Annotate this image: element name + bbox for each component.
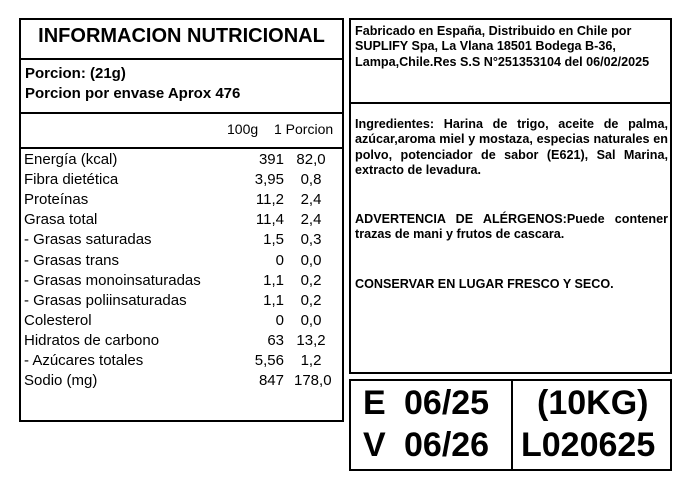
nutrient-label: Colesterol	[24, 311, 92, 329]
value-per-portion: 0,0	[300, 311, 322, 329]
value-per-portion: 0,0	[300, 251, 322, 269]
ingredients-text: Ingredientes: Harina de trigo, aceite de palma, azúcar,aroma miel y mostaza, especias naturales en polvo, potenciador de sabor (E621), Sal Marina, extracto de levadura.	[355, 117, 668, 177]
value-per-100g: 11,2	[255, 191, 284, 209]
nutrient-label: Proteínas	[24, 191, 89, 209]
nutrient-row	[21, 190, 342, 210]
value-per-portion: 82,0	[296, 151, 326, 168]
storage-instructions: CONSERVAR EN LUGAR FRESCO Y SECO.	[355, 277, 614, 291]
net-weight: (10KG)	[537, 384, 649, 422]
value-per-portion: 0,2	[300, 271, 322, 289]
nutrient-label: - Grasas monoinsaturadas	[24, 271, 201, 289]
nutrient-row	[21, 230, 342, 250]
nutrient-row	[21, 331, 342, 351]
nutrient-row	[21, 150, 342, 170]
value-per-portion: 13,2	[296, 331, 326, 349]
dates-lot-panel	[349, 379, 672, 471]
nutrient-label: Sodio (mg)	[24, 372, 98, 390]
value-per-portion: 1,2	[300, 352, 322, 369]
portions-per-pack: Porcion por envase Aprox 476	[25, 85, 241, 102]
column-header-portion: 1 Porcion	[274, 121, 334, 137]
value-per-100g: 5,56	[254, 352, 284, 369]
nutrient-row	[21, 351, 342, 371]
value-per-100g: 3,95	[254, 171, 284, 189]
value-per-portion: 2,4	[300, 211, 322, 229]
nutrient-label: Fibra dietética	[24, 171, 119, 189]
nutrient-label: - Azúcares totales	[24, 352, 144, 369]
value-per-100g: 11,4	[255, 211, 284, 229]
nutrient-label: Energía (kcal)	[24, 151, 118, 168]
elaboration-label: E	[363, 384, 386, 422]
info-panel	[349, 18, 672, 374]
nutrient-row	[21, 291, 342, 311]
nutrient-row	[21, 371, 342, 391]
divider	[21, 112, 342, 114]
allergen-warning: ADVERTENCIA DE ALÉRGENOS:Puede contener trazas de mani y frutos de cascara.	[355, 212, 668, 242]
value-per-100g: 847	[258, 372, 284, 390]
nutrient-label: Hidratos de carbono	[24, 331, 160, 349]
nutrient-row	[21, 210, 342, 230]
expiration-label: V	[363, 426, 386, 464]
elaboration-date: 06/25	[404, 384, 490, 422]
value-per-portion: 0,8	[300, 171, 322, 189]
nutrient-row	[21, 170, 342, 190]
nutrient-label: - Grasas saturadas	[24, 231, 152, 249]
value-per-100g: 391	[258, 151, 284, 168]
divider	[21, 147, 342, 149]
value-per-portion: 0,2	[300, 291, 322, 309]
value-per-100g: 63	[267, 331, 284, 349]
portion-size: Porcion: (21g)	[25, 65, 126, 82]
nutrient-label: - Grasas trans	[24, 251, 120, 269]
nutrient-row	[21, 271, 342, 291]
nutrient-label: Grasa total	[24, 211, 98, 229]
value-per-portion: 178,0	[294, 372, 332, 390]
value-per-portion: 2,4	[300, 191, 322, 209]
nutrition-table	[19, 18, 344, 422]
divider	[511, 381, 513, 469]
manufacturer-text: Fabricado en España, Distribuido en Chile por SUPLIFY Spa, La Vlana 18501 Bodega B-36, Lampa,Chile.Res S.S N°251353104 del 06/02/2025	[355, 24, 650, 69]
value-per-100g: 0	[275, 251, 284, 269]
nutrition-title: INFORMACION NUTRICIONAL	[38, 25, 325, 47]
lot-number: L020625	[521, 426, 656, 464]
nutrient-row	[21, 251, 342, 271]
value-per-100g: 1,1	[263, 291, 284, 309]
nutrient-row	[21, 311, 342, 331]
nutrient-label: - Grasas poliinsaturadas	[24, 291, 187, 309]
expiration-date: 06/26	[404, 426, 490, 464]
value-per-100g: 1,1	[263, 271, 284, 289]
value-per-100g: 1,5	[263, 231, 284, 249]
value-per-portion: 0,3	[300, 231, 322, 249]
value-per-100g: 0	[275, 311, 284, 329]
divider	[21, 58, 342, 60]
column-header-100g: 100g	[227, 121, 259, 137]
divider	[351, 102, 670, 104]
